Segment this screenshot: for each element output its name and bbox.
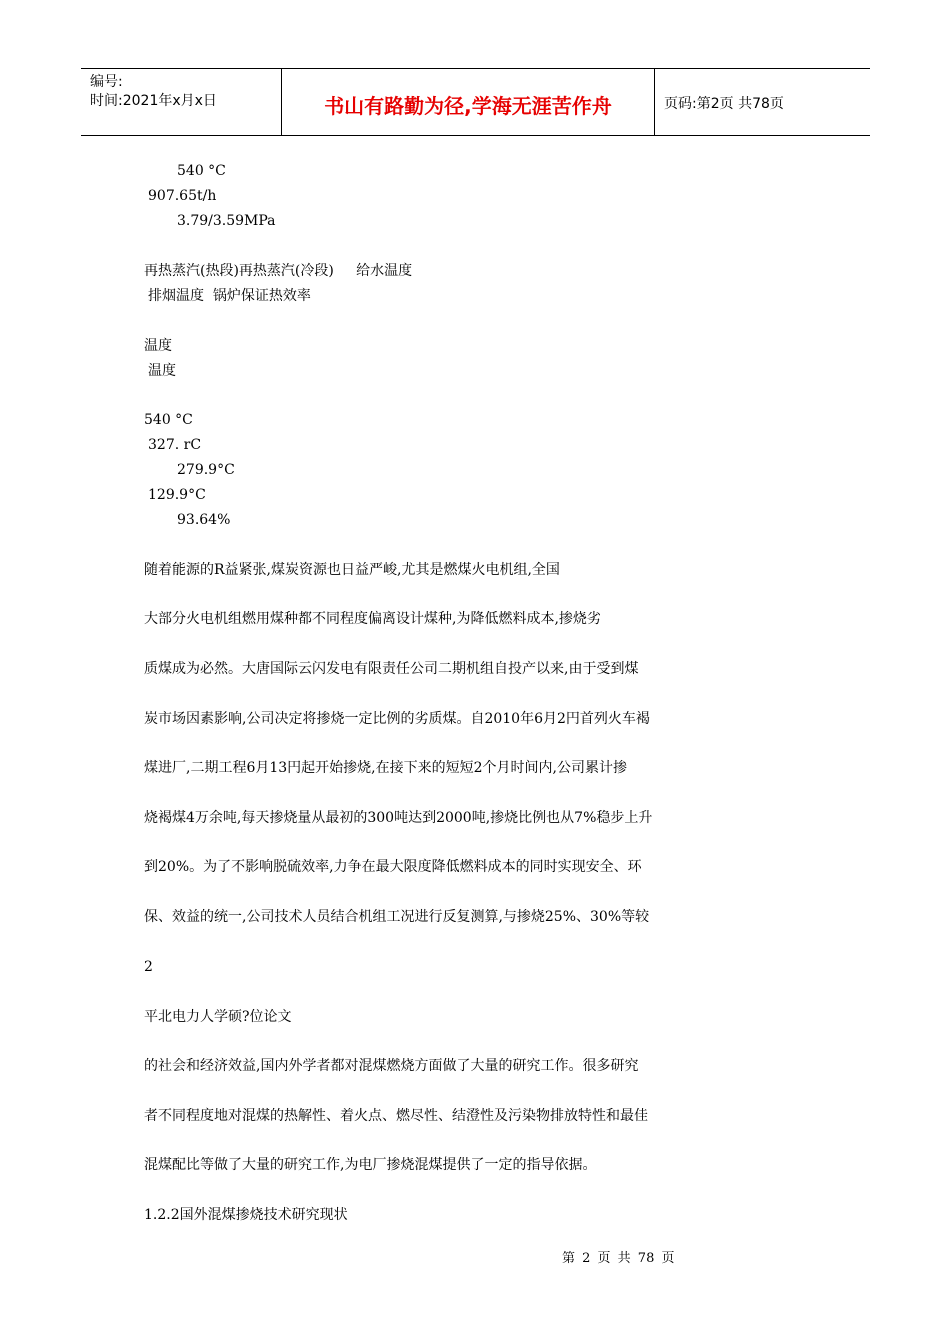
document-number-label: 编号: bbox=[90, 74, 123, 90]
paragraph-line: 大部分火电机组燃用煤种都不同程度偏离设计煤种,为降低燃料成本,掺烧劣 bbox=[144, 611, 601, 627]
thesis-running-header: 平北电力人学硕?位论文 bbox=[144, 1009, 292, 1025]
header-page-info-cell bbox=[655, 69, 870, 135]
paragraph-line: 炭市场因素影响,公司决定将掺烧一定比例的劣质煤。自2010年6月2円首列火车褐 bbox=[144, 711, 650, 727]
spec-labels-row-1: 再热蒸汽(热段)再热蒸汽(冷段) 给水温度 bbox=[144, 263, 413, 279]
section-heading: 1.2.2国外混煤掺烧技术研究现状 bbox=[144, 1207, 348, 1223]
spec-labels-row-2: 排烟温度 锅炉保证热效率 bbox=[148, 288, 311, 304]
header-page-info: 页码:第2页 共78页 bbox=[664, 96, 784, 112]
spec-value-exhaust-temp: 129.9°C bbox=[148, 487, 206, 503]
spec-value-reheat-temp: 540 °C bbox=[177, 163, 226, 179]
paragraph-line: 者不同程度地对混煤的热解性、着火点、燃尽性、结澄性及污染物排放特性和最佳 bbox=[144, 1108, 648, 1124]
spec-label-temp-2: 温度 bbox=[148, 363, 176, 379]
paragraph-line: 到20%。为了不影响脱硫效率,力争在最大限度降低燃料成本的同时实现安全、环 bbox=[144, 859, 642, 875]
spec-value-hot-reheat-temp: 540 °C bbox=[144, 412, 193, 428]
header-meta bbox=[81, 69, 282, 135]
spec-value-efficiency: 93.64% bbox=[177, 512, 231, 528]
spec-value-reheat-pressure: 3.79/3.59MPa bbox=[177, 213, 276, 229]
document-time-label: 时间:2021年x月x日 bbox=[90, 93, 217, 109]
paragraph-line: 混煤配比等做了大量的研究工作,为电厂掺烧混煤提供了一定的指导依据。 bbox=[144, 1157, 597, 1173]
spec-value-reheat-flow: 907.65t/h bbox=[148, 188, 217, 204]
spec-value-feedwater-temp: 279.9°C bbox=[177, 462, 235, 478]
page-footer: 第 2 页 共 78 页 bbox=[562, 1251, 675, 1266]
inner-page-number: 2 bbox=[144, 959, 153, 975]
paragraph-line: 质煤成为必然。大唐国际云闪发电有限责任公司二期机组自投产以来,由于受到煤 bbox=[144, 661, 639, 677]
paragraph-line: 保、效益的统一,公司技术人员结合机组工况进行反复测算,与掺烧25%、30%等较 bbox=[144, 909, 650, 925]
paragraph-line: 烧褐煤4万余吨,每天掺烧量从最初的300吨达到2000吨,掺烧比例也从7%稳步上升 bbox=[144, 810, 653, 826]
paragraph-line: 的社会和经济效益,国内外学者都对混煤燃烧方面做了大量的研究工作。很多研究 bbox=[144, 1058, 639, 1074]
page-header bbox=[81, 68, 870, 136]
paragraph-line: 煤进厂,二期工程6月13円起开始掺烧,在接下来的短短2个月时间内,公司累计掺 bbox=[144, 760, 627, 776]
paragraph-line: 随着能源的R益紧张,煤炭资源也日益严峻,尤其是燃煤火电机组,全国 bbox=[144, 562, 560, 578]
header-motto: 书山有路勤为径,学海无涯苦作舟 bbox=[324, 93, 612, 118]
spec-label-temp-1: 温度 bbox=[144, 338, 172, 354]
spec-value-cold-reheat-temp: 327. rC bbox=[148, 437, 202, 453]
header-motto-cell bbox=[282, 69, 655, 135]
